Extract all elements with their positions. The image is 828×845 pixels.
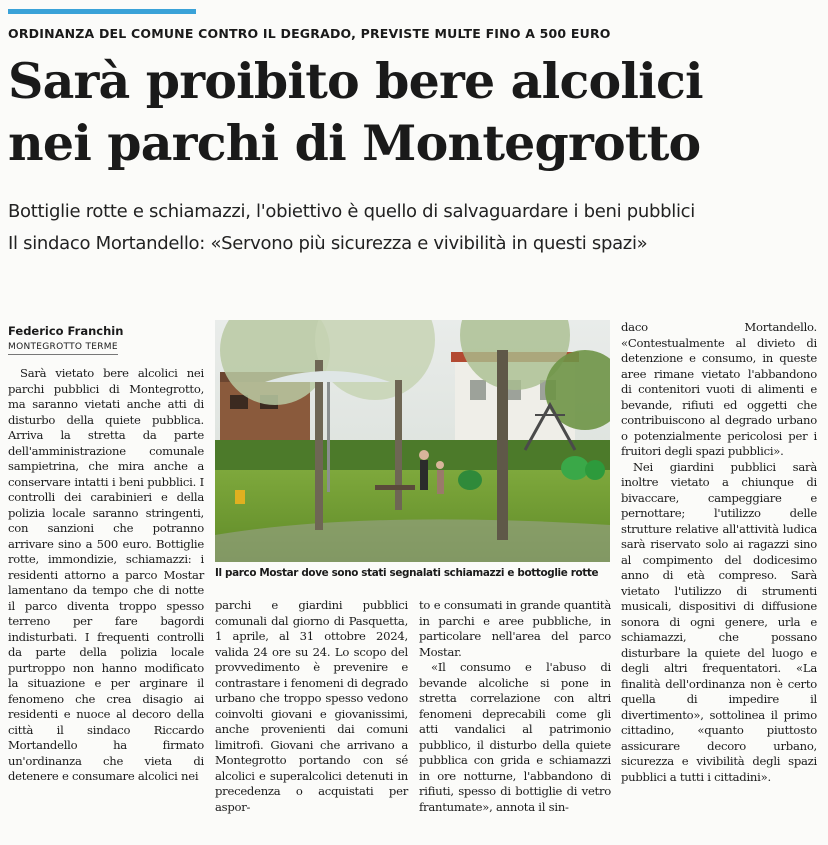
paragraph: Sarà vietato bere alcolici nei parchi pubblici di Montegrotto, ma saranno vietati anche atti di disturbo della quiete pubblica. Arriva la stretta da parte dell'amministrazione comunale sampietrina, che mira anche a conservare intatti i beni pubblici. I controlli dei carabinieri e della polizia locale saranno stringenti, con sanzioni che potranno arrivare sino a 500 euro. Bottiglie rotte, immondizie, schiamazzi: i residenti attorno a parco Mostar lamentano da tempo che di notte il parco diventa troppo spesso terreno per fare bagordi indisturbati. I frequenti controlli da parte della polizia locale purtroppo non hanno modificato la situazione e per arginare il fenomeno che crea disagio ai residenti e nuoce al decoro della città il sindaco Riccardo Mortandello ha firmato un'ordinanza che vieta di detenere e consumare alcolici nei xyxy=(8,366,204,783)
park-photo xyxy=(215,320,610,562)
paragraph: daco Mortandello. «Contestualmente al divieto di detenzione e consumo, in queste aree rimane vietato l'abbandono di contenitori vuoti di alimenti e bevande, rifiuti ed oggetti che contribuiscono al degrado urbano o potenzialmente pericolosi per i fruitori degli spazi pubblici». xyxy=(621,320,817,458)
person xyxy=(420,460,428,490)
photo-caption: Il parco Mostar dove sono stati segnalati schiamazzi e bottoglie rotte xyxy=(215,567,599,579)
tree-trunk xyxy=(315,360,323,530)
section-accent-bar xyxy=(8,9,196,14)
article-column-4 xyxy=(621,320,817,785)
paragraph: parchi e giardini pubblici comunali dal giorno di Pasquetta, 1 aprile, al 31 ottobre 2024, valida 24 ore su 24. Lo scopo del provvedimento è prevenire e contrastare i fenomeni di degrado urbano che troppo spesso vedono coinvolti giovani e giovanissimi, anche provenienti dai comuni limitrofi. Giovani che arrivano a Montegrotto portando con sé alcolici e superalcolici detenuti in precedenza o acquistati per aspor- xyxy=(215,598,408,814)
paragraph: Nei giardini pubblici sarà inoltre vietato a chiunque di bivaccare, campeggiare e pernottare; l'utilizzo delle strutture relative all'attività ludica sarà riservato solo ai ragazzi sino al compimento del dodicesimo anno di età compreso. Sarà vietato l'utilizzo di strumenti musicali, dispositivi di diffusione sonora di ogni genere, urla e schiamazzi, che possano disturbare la quiete del luogo e degli altri frequentatori. «La finalità dell'ordinanza non è certo quella di impedire il divertimento», sottolinea il primo cittadino, «quanto piuttosto assicurare decoro urbano, sicurezza e vivibilità degli spazi pubblici a tutti i cittadini». xyxy=(621,459,817,784)
paragraph: «Il consumo e l'abuso di bevande alcoliche si pone in stretta correlazione con altri fenomeni deprecabili come gli atti vandalici al patrimonio pubblico, il disturbo della quiete pubblica con grida e schiamazzi in ore notturne, l'abbandono di rifiuti, spesso di bottiglie di vetro frantumate», annota il sin- xyxy=(419,660,611,814)
author-byline: Federico Franchin xyxy=(8,324,124,338)
article-column-1 xyxy=(8,366,204,785)
subheadline-line-2: Il sindaco Mortandello: «Servono più sicurezza e vivibilità in questi spazi» xyxy=(8,233,648,254)
article-column-2 xyxy=(215,598,408,815)
tree-trunk-large xyxy=(497,350,508,540)
dateline-place: MONTEGROTTO TERME xyxy=(8,342,118,355)
kicker: ORDINANZA DEL COMUNE CONTRO IL DEGRADO, PREVISTE MULTE FINO A 500 EURO xyxy=(8,26,611,41)
park-photo-illustration xyxy=(215,320,610,562)
bench xyxy=(375,485,415,490)
paragraph: to e consumati in grande quantità in parchi e aree pubbliche, in particolare nell'area del parco Mostar. xyxy=(419,598,611,659)
spring-rider xyxy=(235,490,245,504)
subheadline-line-1: Bottiglie rotte e schiamazzi, l'obiettivo è quello di salvaguardare i beni pubblici xyxy=(8,201,695,222)
headline xyxy=(8,50,823,174)
headline-line-1: Sarà proibito bere alcolici xyxy=(8,52,703,110)
play-equipment xyxy=(458,470,482,490)
headline-line-2: nei parchi di Montegrotto xyxy=(8,114,701,172)
article-column-3 xyxy=(419,598,611,815)
